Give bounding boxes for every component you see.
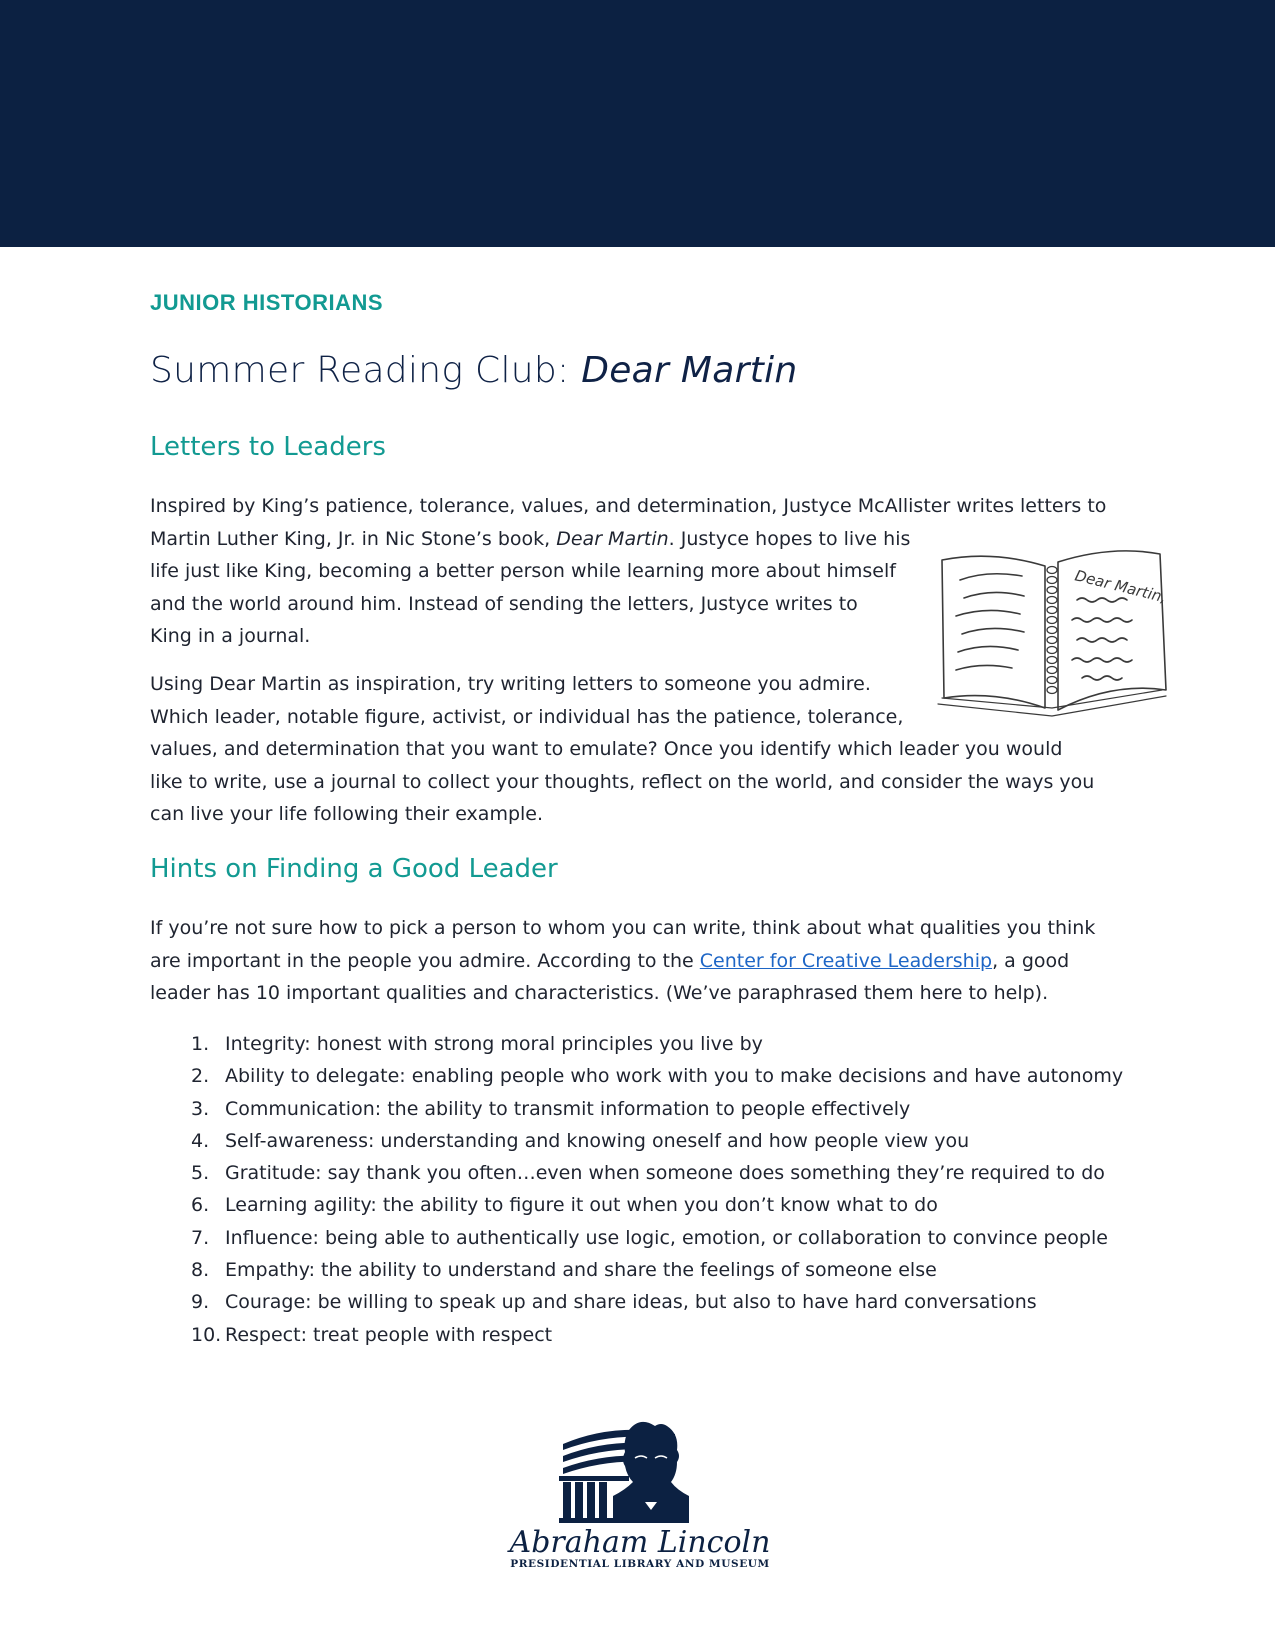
instructions-line: like to write, use a journal to collect your thoughts, reflect on the world, and consider the ways you	[150, 770, 1095, 793]
intro-line: life just like King, becoming a better person while learning more about himself	[150, 560, 896, 582]
hints-line: If you’re not sure how to pick a person to whom you can write, think about what qualities you think	[150, 917, 1096, 939]
list-item: 10. Respect: treat people with respect	[191, 1323, 553, 1346]
leader-qualities-list	[150, 1028, 1123, 1351]
header-band	[0, 0, 1275, 247]
list-item: 2. Ability to delegate: enabling people who work with you to make decisions and have autonomy	[191, 1065, 1124, 1088]
hints-line: leader has 10 important qualities and characteristics. (We’ve paraphrased them here to help).	[150, 982, 1049, 1004]
section-heading-letters: Letters to Leaders	[150, 432, 386, 462]
list-item: 6. Learning agility: the ability to figure it out when you don’t know what to do	[191, 1194, 938, 1217]
intro-line: Martin Luther King, Jr. in Nic Stone’s book, Dear Martin. Justyce hopes to live his	[150, 527, 911, 550]
hints-line: are important in the people you admire. According to the Center for Creative Leadership, a good	[150, 949, 1070, 972]
hints-paragraph	[150, 912, 1095, 1010]
list-item: 3. Communication: the ability to transmit information to people effectively	[191, 1097, 911, 1120]
instructions-line: values, and determination that you want to emulate? Once you identify which leader you would	[150, 738, 1063, 760]
eyebrow-label: JUNIOR HISTORIANS	[150, 290, 384, 315]
list-item: 8. Empathy: the ability to understand and share the feelings of someone else	[191, 1259, 937, 1282]
illustration-handwriting: Dear Martin,	[1073, 566, 1169, 607]
intro-line: and the world around him. Instead of sending the letters, Justyce writes to	[150, 592, 858, 615]
title-book: Dear Martin	[581, 350, 798, 391]
instructions-line: Using Dear Martin as inspiration, try writing letters to someone you admire.	[150, 673, 871, 695]
list-item: 7. Influence: being able to authentically use logic, emotion, or collaboration to convince people	[191, 1226, 1108, 1249]
logo-caption: PRESIDENTIAL LIBRARY AND MUSEUM	[510, 1558, 770, 1570]
instructions-line: can live your life following their example.	[150, 803, 544, 825]
page-title	[150, 350, 798, 391]
title-prefix: Summer Reading Club:	[150, 350, 582, 391]
instructions-line: Which leader, notable figure, activist, or individual has the patience, tolerance,	[150, 705, 904, 728]
intro-line: King in a journal.	[150, 625, 311, 647]
list-item: 1. Integrity: honest with strong moral principles you live by	[191, 1033, 763, 1055]
journal-illustration	[912, 540, 1192, 735]
spiral-binding	[1047, 567, 1057, 694]
book-title-inline: Dear Martin	[556, 527, 669, 550]
list-item: 9. Courage: be willing to speak up and share ideas, but also to have hard conversations	[191, 1291, 1037, 1314]
list-item: 5. Gratitude: say thank you often…even when someone does something they’re required to do	[191, 1162, 1105, 1185]
lincoln-signature: Abraham Lincoln	[509, 1525, 771, 1560]
center-for-creative-leadership-link[interactable]: Center for Creative Leadership	[699, 949, 993, 972]
section-heading-hints: Hints on Finding a Good Leader	[150, 854, 558, 884]
intro-line: Inspired by King’s patience, tolerance, values, and determination, Justyce McAllister writes letters to	[150, 495, 1107, 517]
list-item: 4. Self-awareness: understanding and knowing oneself and how people view you	[191, 1129, 970, 1152]
